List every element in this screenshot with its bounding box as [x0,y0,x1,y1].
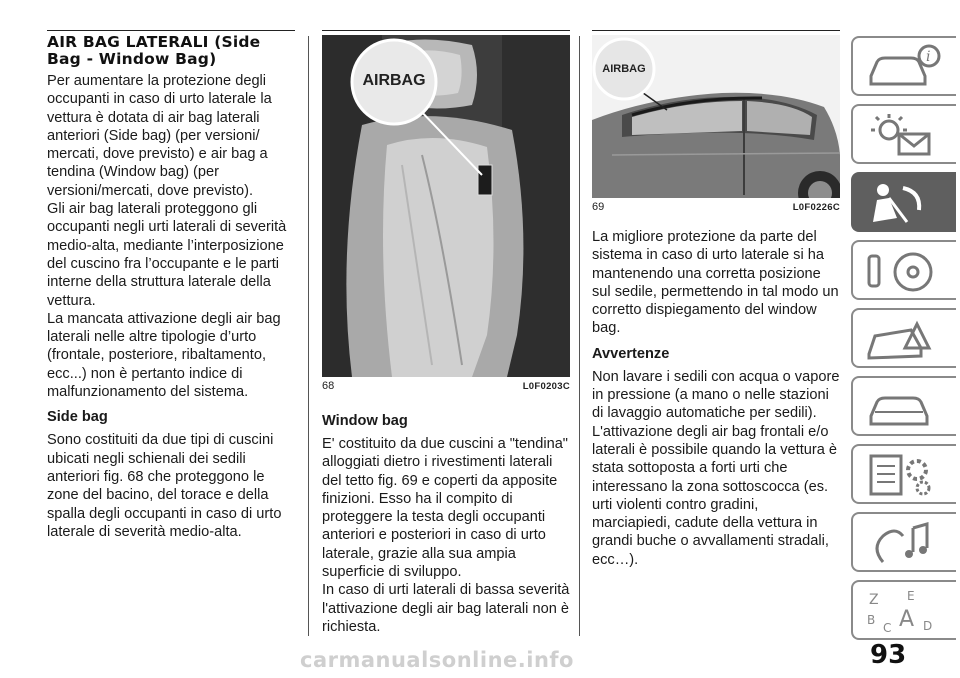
warning-heading: Avvertenze [592,345,670,362]
tab-multimedia[interactable] [851,512,956,572]
airbag-callout-label: AIRBAG [602,63,646,75]
key-steering-icon [863,246,943,296]
figure-68-seat-image [322,35,570,377]
side-bag-heading: Side bag [47,409,108,426]
page-number: 93 [870,640,907,670]
car-maintenance-icon [863,382,943,432]
svg-text:i: i [926,49,931,65]
window-bag-heading: Window bag [322,413,408,429]
paragraph: La mancata attivazione degli air bag laterali nelle altre tipologie d’urto (frontale, posteriore, ribaltamento, ecc...) non è pertanto indice di malfunzionamento del sistema. [47,310,281,401]
column-divider [579,36,580,636]
figure-code: L0F0226C [792,201,840,213]
paragraph: E' costituito da due cuscini a "tendina" alloggiati dietro i rivestimenti laterali del tetto fig. 69 e coperti da apposite finizioni. Esso ha il compito di proteggere la testa degli occupanti anteriori e posteriori in caso di urto laterale, grazie alla sua ampia superficie di sviluppo. [322,436,568,581]
figure-code: L0F0203C [522,380,570,392]
paragraph: In caso di urti laterali di bassa severità l'attivazione degli air bag laterali non è richiesta. [322,582,570,635]
tab-emergency[interactable] [851,308,956,368]
svg-text:B: B [867,613,876,627]
technical-data-icon [863,450,943,500]
figure-number: 69 [592,201,605,213]
emergency-car-icon [863,314,943,364]
tab-starting-driving[interactable] [851,240,956,300]
safety-airbag-icon [863,178,943,228]
svg-text:Z: Z [869,592,879,608]
tab-index[interactable] [851,580,956,640]
svg-text:C: C [883,621,892,635]
car-illustration [592,35,840,198]
figure-68-caption [322,380,570,392]
tab-safety[interactable] [851,172,956,232]
tab-technical-data[interactable] [851,444,956,504]
svg-text:A: A [899,607,915,632]
section-title: AIR BAG LATERALI (Side Bag - Window Bag) [47,33,261,68]
warning-lights-icon [863,110,943,160]
figure-top-rule [592,30,840,31]
multimedia-icon [863,518,943,568]
column-right [592,228,840,569]
tab-warning-lights[interactable] [851,104,956,164]
figure-top-rule [322,30,570,31]
car-info-icon [863,42,943,92]
warning-paragraph: Non lavare i sedili con acqua o vapore in pressione (a mano o nelle stazioni di lavaggio automatiche per sedili). L'attivazione degli air bag frontali e/o laterali è possibile quando la vettura è stata sottoposta a forti urti che interessano la zona sottoscocca (es. urti violenti contro gradini, marciapiedi, cadute della vettura in grandi buche o avvallamenti stradali, ecc…). [592,368,840,568]
figure-69-caption [592,201,840,213]
intro-paragraph: Per aumentare la protezione degli occupanti in caso di urto laterale la vettura è dotata di air bag laterali anteriori (Side bag) (per versioni/ mercati, dove previsto) e air bag a tendina (Window bag) (per versioni/mercati, dove previsto). [47,73,272,199]
airbag-callout-label: AIRBAG [362,72,426,89]
tab-maintenance[interactable] [851,376,956,436]
column-middle [322,412,570,636]
side-bag-paragraph: Sono costituiti da due tipi di cuscini ubicati negli schienali dei sedili anteriori fig. 68 che proteggono le zone del bacino, del torace e della spalla degli occupanti in caso di urto laterale di severità medio-alta. [47,432,282,540]
tab-car-info[interactable] [851,36,956,96]
column-divider [308,36,309,636]
watermark-text: carmanualsonline.info [300,648,574,672]
paragraph: La migliore protezione da parte del sistema in caso di urto laterale si ha mantenendo una corretta posizione sul sedile, permettendo in tal modo un corretto dispiegamento del window bag. [592,229,839,337]
alphabetical-index-icon [863,586,943,636]
figure-69-car-image [592,35,840,198]
figure-number: 68 [322,380,335,392]
svg-text:E: E [907,589,915,603]
column-left [47,34,295,541]
paragraph: Gli air bag laterali proteggono gli occupanti negli urti laterali di severità medio-alta, mediante l’interposizione del cuscino fra l’occupante e le parti interne della struttura laterale della vettura. [47,201,287,309]
svg-text:D: D [923,619,933,633]
column-top-rule [47,30,295,31]
